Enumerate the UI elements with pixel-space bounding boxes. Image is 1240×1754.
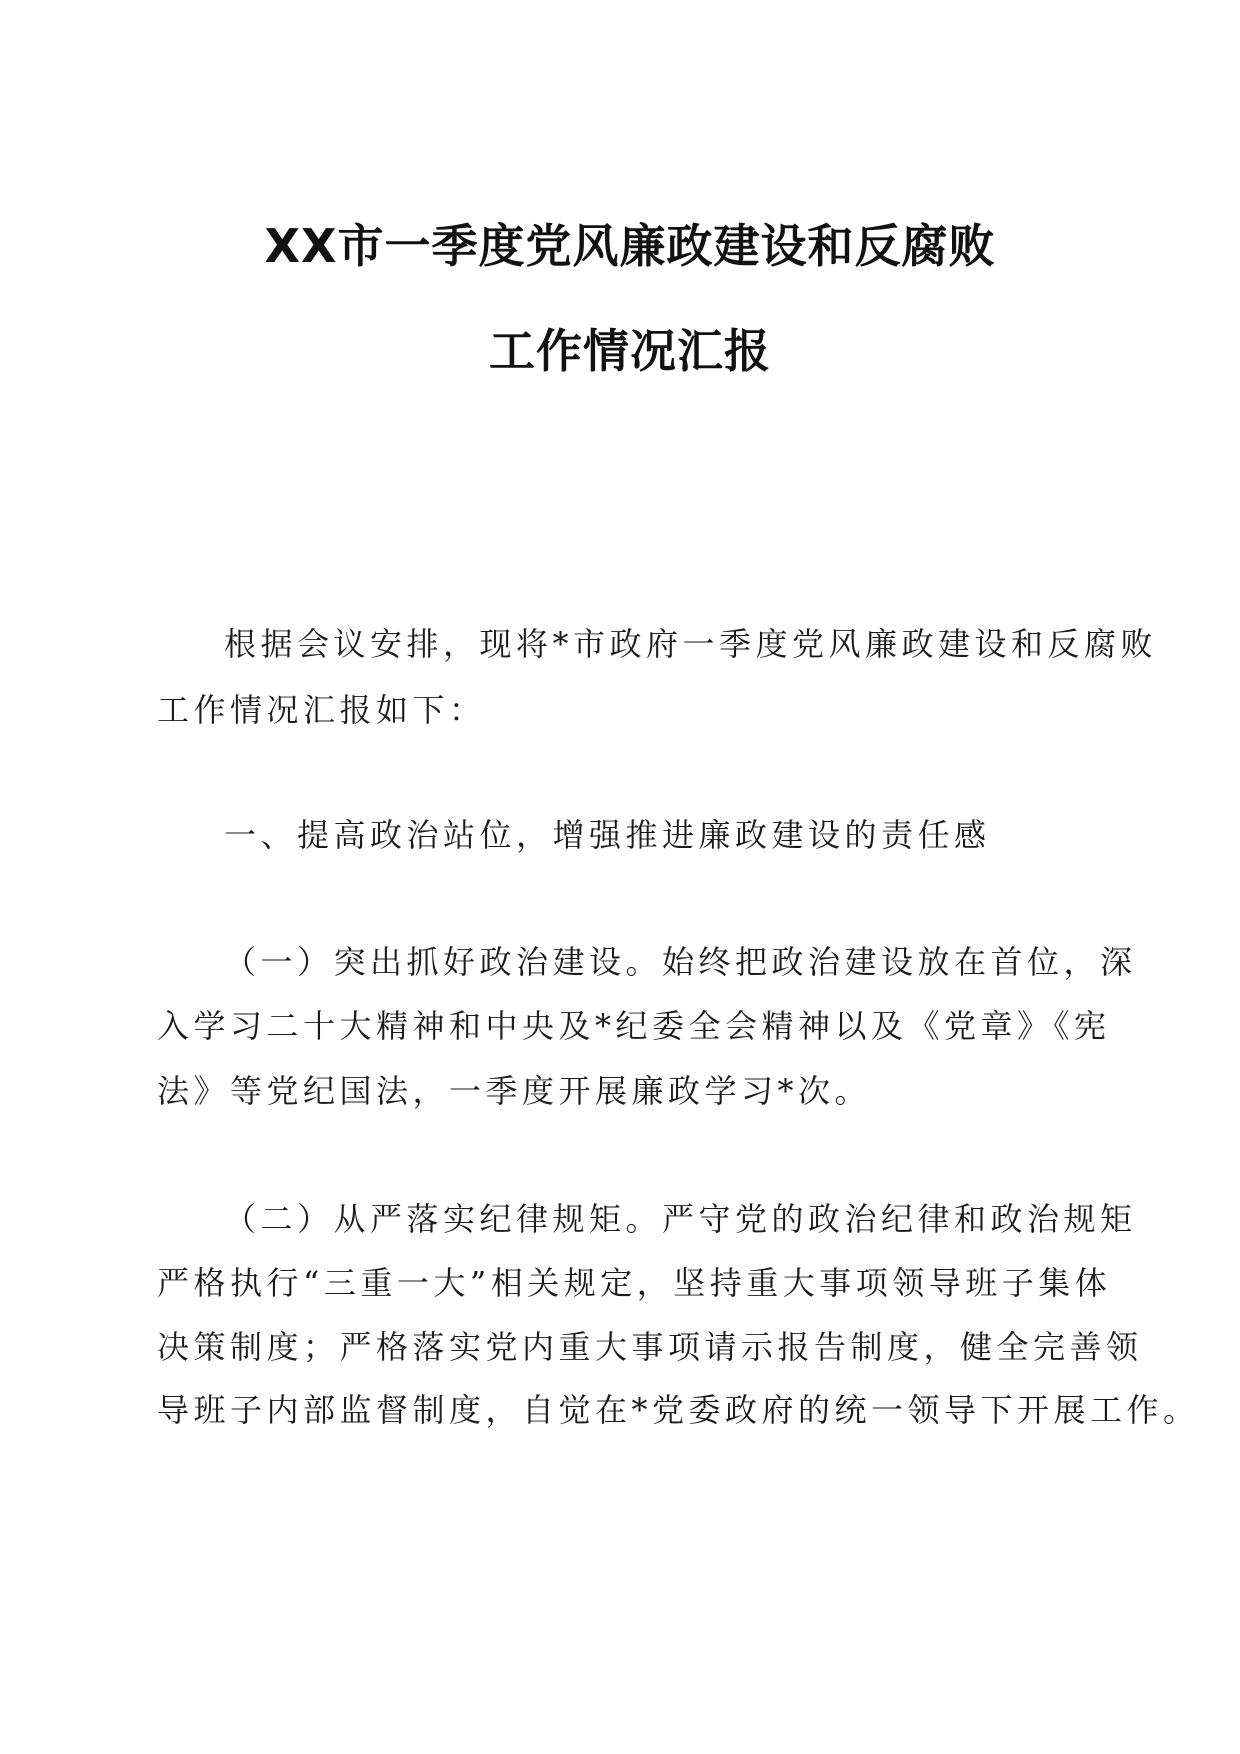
paragraph-line: 严格执行“三重一大”相关规定，坚持重大事项领导班子集体 (157, 1264, 1112, 1302)
paragraph-line: 决策制度；严格落实党内重大事项请示报告制度，健全完善领 (157, 1328, 1143, 1366)
section-heading-1: 一、提高政治站位，增强推进廉政建设的责任感 (224, 816, 991, 854)
document-title-line-2: 工作情况汇报 (489, 324, 771, 378)
paragraph-line: 法》等党纪国法，一季度开展廉政学习*次。 (157, 1072, 872, 1110)
paragraph-line: （一）突出抓好政治建设。始终把政治建设放在首位，深 (224, 943, 1137, 981)
document-title-line-1: XX市一季度党风廉政建设和反腐败 (264, 219, 996, 273)
paragraph-line: （二）从严落实纪律规矩。严守党的政治纪律和政治规矩 (224, 1200, 1137, 1238)
paragraph-line: 工作情况汇报如下： (157, 691, 486, 729)
paragraph-line: 导班子内部监督制度，自觉在*党委政府的统一领导下开展工作。 (157, 1391, 1200, 1429)
paragraph-line: 根据会议安排，现将*市政府一季度党风廉政建设和反腐败 (224, 625, 1158, 663)
paragraph-line: 入学习二十大精神和中央及*纪委全会精神以及《党章》《宪 (157, 1007, 1111, 1045)
